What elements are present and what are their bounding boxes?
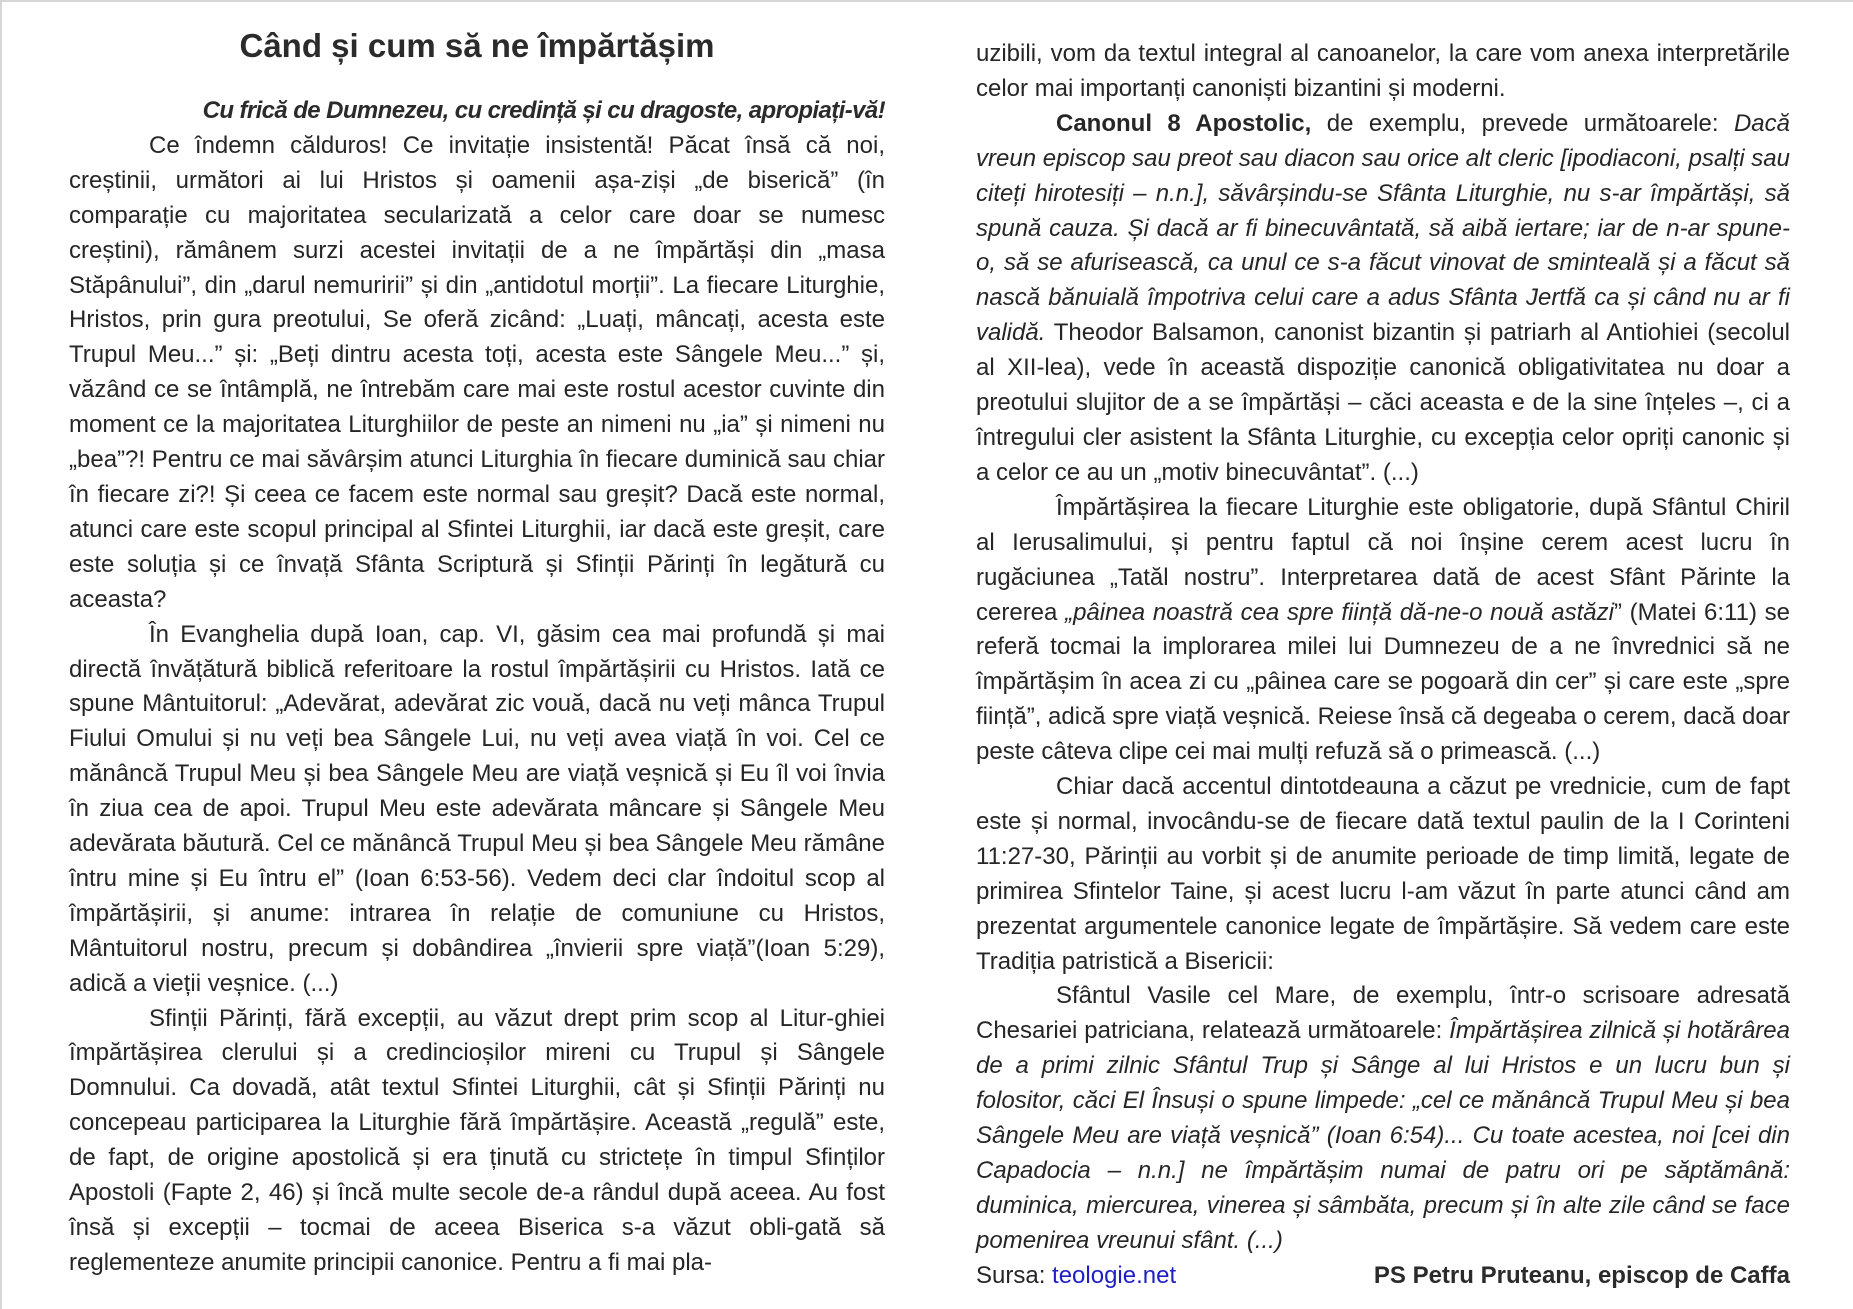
left-column (69, 94, 885, 1281)
cyril-text-b: ” (Matei 6:11) se referă tocmai la implorarea milei lui Dumnezeu de a ne învrednici să ne împărtășim în acea zi cu „pâinea care se pogoară din cer” și care este „spre ființă”, adică spre viață veșnică. Reiese însă că degeaba o cerem, dacă doar peste câteva clipe cei mai mulți refuză să o primească. (...) (976, 598, 1790, 766)
paragraph-intro: Ce îndemn călduros! Ce invitație insistentă! Păcat însă că noi, creștinii, următori ai lui Hristos și oamenii așa-ziși „de biserică” (în comparație cu majoritatea secularizată a celor care doar se numesc creștini), rămânem surzi acestei invitații de a ne împărtăși din „masa Stăpânului”, din „darul nemuririi” și din „antidotul morții”. La fiecare Liturghie, Hristos, prin gura preotului, Se oferă zicând: „Luați, mâncați, acesta este Trupul Meu...” și: „Beți dintru acesta toți, acesta este Sângele Meu...” și, văzând ce se întâmplă, ne întrebăm care mai este rostul acestor cuvinte din moment ce la majoritatea Liturghiilor de peste an nimeni nu „ia” și nimeni nu „bea”?! Pentru ce mai săvârșim atunci Liturghia în fiecare duminică sau chiar în fiecare zi?! Și ceea ce facem este normal sau greșit? Dacă este normal, atunci care este scopul principal al Sfintei Liturghii, iar dacă este greșit, care este soluția și ce învață Sfânta Scriptură și Sfinții Părinți în legătură cu aceasta? (69, 131, 885, 613)
paragraph-basil (976, 979, 1790, 1258)
source-link[interactable]: teologie.net (1052, 1261, 1177, 1289)
basil-text: Sfântul Vasile cel Mare, de exemplu, într-o scrisoare adresată Chesariei patriciana, relatează următoarele: (976, 982, 1790, 1045)
source-credit (976, 1259, 1176, 1294)
basil-quote: Împărtășirea zilnică și hotărârea de a primi zilnic Sfântul Trup și Sânge al lui Hristos e un lucru bun și folositor, căci El Însuși o spune limpede: „cel ce mănâncă Trupul Meu și bea Sângele Meu are viață veșnică” (Ioan 6:54)... Cu toate acestea, noi [cei din Capadocia – n.n.] ne împărtășim numai de patru ori pe săptămână: duminica, miercurea, vinerea și sâmbăta, precum și în alte zile când se face pomenirea vreunui sfânt. (...) (976, 1017, 1790, 1254)
paragraph-fathers: Sfinții Părinți, fără excepții, au văzut drept prim scop al Litur-ghiei împărtășirea clerului și a credincioșilor mireni cu Trupul și Sângele Domnului. Ca dovadă, atât textul Sfintei Liturghii, cât și Sfinții Părinți nu concepeau participarea la Liturghie fără împărtășire. Această „regulă” este, de fapt, de origine apostolică și era ținută cu strictețe în timpul Sfinților Apostoli (Fapte 2, 46) și încă multe secole de-a rândul după aceea. Au fost însă și excepții – tocmai de aceea Biserica s-a văzut obli-gată să reglementeze anumite principii canonice. Pentru a fi mai pla- (69, 1004, 885, 1276)
author-signature: PS Petru Pruteanu, episcop de Caffa (1373, 1261, 1790, 1289)
page-border-top (0, 0, 1853, 2)
canon-8-lead: de exemplu, prevede următoarele: (1311, 109, 1734, 137)
paragraph-continuation: uzibili, vom da textul integral al canoanelor, la care vom anexa interpretările celor mai importanți canoniști bizantini și moderni. (976, 40, 1790, 102)
cyril-quote: „pâinea noastră cea spre ființă dă-ne-o nouă astăzi (1065, 598, 1614, 626)
canon-8-heading: Canonul 8 Apostolic, (1056, 109, 1312, 137)
article-title: Când și cum să ne împărtășim (239, 27, 715, 64)
paragraph-gospel: În Evanghelia după Ioan, cap. VI, găsim cea mai profundă și mai directă învățătură biblică referitoare la rostul împărtășirii cu Hristos. Iată ce spune Mântuitorul: „Adevărat, adevărat zic vouă, dacă nu veți mânca Trupul Fiului Omului și nu veți bea Sângele Lui, nu veți avea viață în voi. Cel ce mănâncă Trupul Meu și bea Sângele Meu are viață veșnică și Eu îl voi învia în ziua cea de apoi. Trupul Meu este adevărata mâncare și Sângele Meu adevărata băutură. Cel ce mănâncă Trupul Meu și bea Sângele Meu rămâne întru mine și Eu întru el” (Ioan 6:53-56). Vedem deci clar îndoitul scop al împărtășirii, și anume: intrarea în relație de comuniune cu Hristos, Mântuitorul nostru, precum și dobândirea „învierii spre viață”(Ioan 5:29), adică a vieții veșnice. (...) (69, 620, 885, 997)
paragraph-worthiness: Chiar dacă accentul dintotdeauna a căzut pe vrednicie, cum de fapt este și normal, invocându-se de fiecare dată textul paulin de la I Corinteni 11:27-30, Părinții au vorbit și de anumite perioade de timp limită, legate de primirea Sfintelor Taine, și acest lucru l-am văzut în parte atunci când am prezentat argumentele canonice legate de împărtășire. Să vedem care este Tradiția patristică a Bisericii: (976, 773, 1790, 975)
article-subtitle: Cu frică de Dumnezeu, cu credință și cu dragoste, apropiați-vă! (202, 97, 885, 124)
paragraph-cyril (976, 491, 1790, 770)
right-column (976, 37, 1790, 1294)
page-border-left (0, 0, 2, 1309)
paragraph-canon-8 (976, 107, 1790, 491)
canon-8-commentary: Theodor Balsamon, canonist bizantin și patriarh al Antiohiei (secolul al XII-lea), vede în această dispoziție canonică obligativitatea nu doar a preotului slujitor de a se împărtăși – căci aceasta e de la sine înțeles –, ci a întregului cler asistent la Sfânta Liturghie, cu excepția celor opriți canonic și a celor ce au un „motiv binecuvântat”. (...) (976, 319, 1790, 486)
cyril-text-a: Împărtășirea la fiecare Liturghie este obligatorie, după Sfântul Chiril al Ierusalimului, și pentru faptul că noi înșine cerem acest lucru în rugăciunea „Tatăl nostru”. Interpretarea dată de acest Sfânt Părinte la cererea (976, 493, 1790, 626)
article-footer (976, 1259, 1790, 1294)
canon-8-quote: Dacă vreun episcop sau preot sau diacon sau orice alt cleric [ipodiaconi, psalți sau citeți hirotesiți – n.n.], săvârșindu-se Sfânta Liturghie, nu s-ar împărtăși, să spună cauza. Și dacă ar fi binecuvântată, să aibă iertare; iar de n-ar spune-o, să se afurisească, ca unul ce s-a făcut vinovat de sminteală și a făcut să nască bănuială împotriva celui care a adus Sfânta Jertfă ca și când nu ar fi validă. (976, 109, 1790, 347)
source-label: Sursa: (976, 1261, 1053, 1289)
